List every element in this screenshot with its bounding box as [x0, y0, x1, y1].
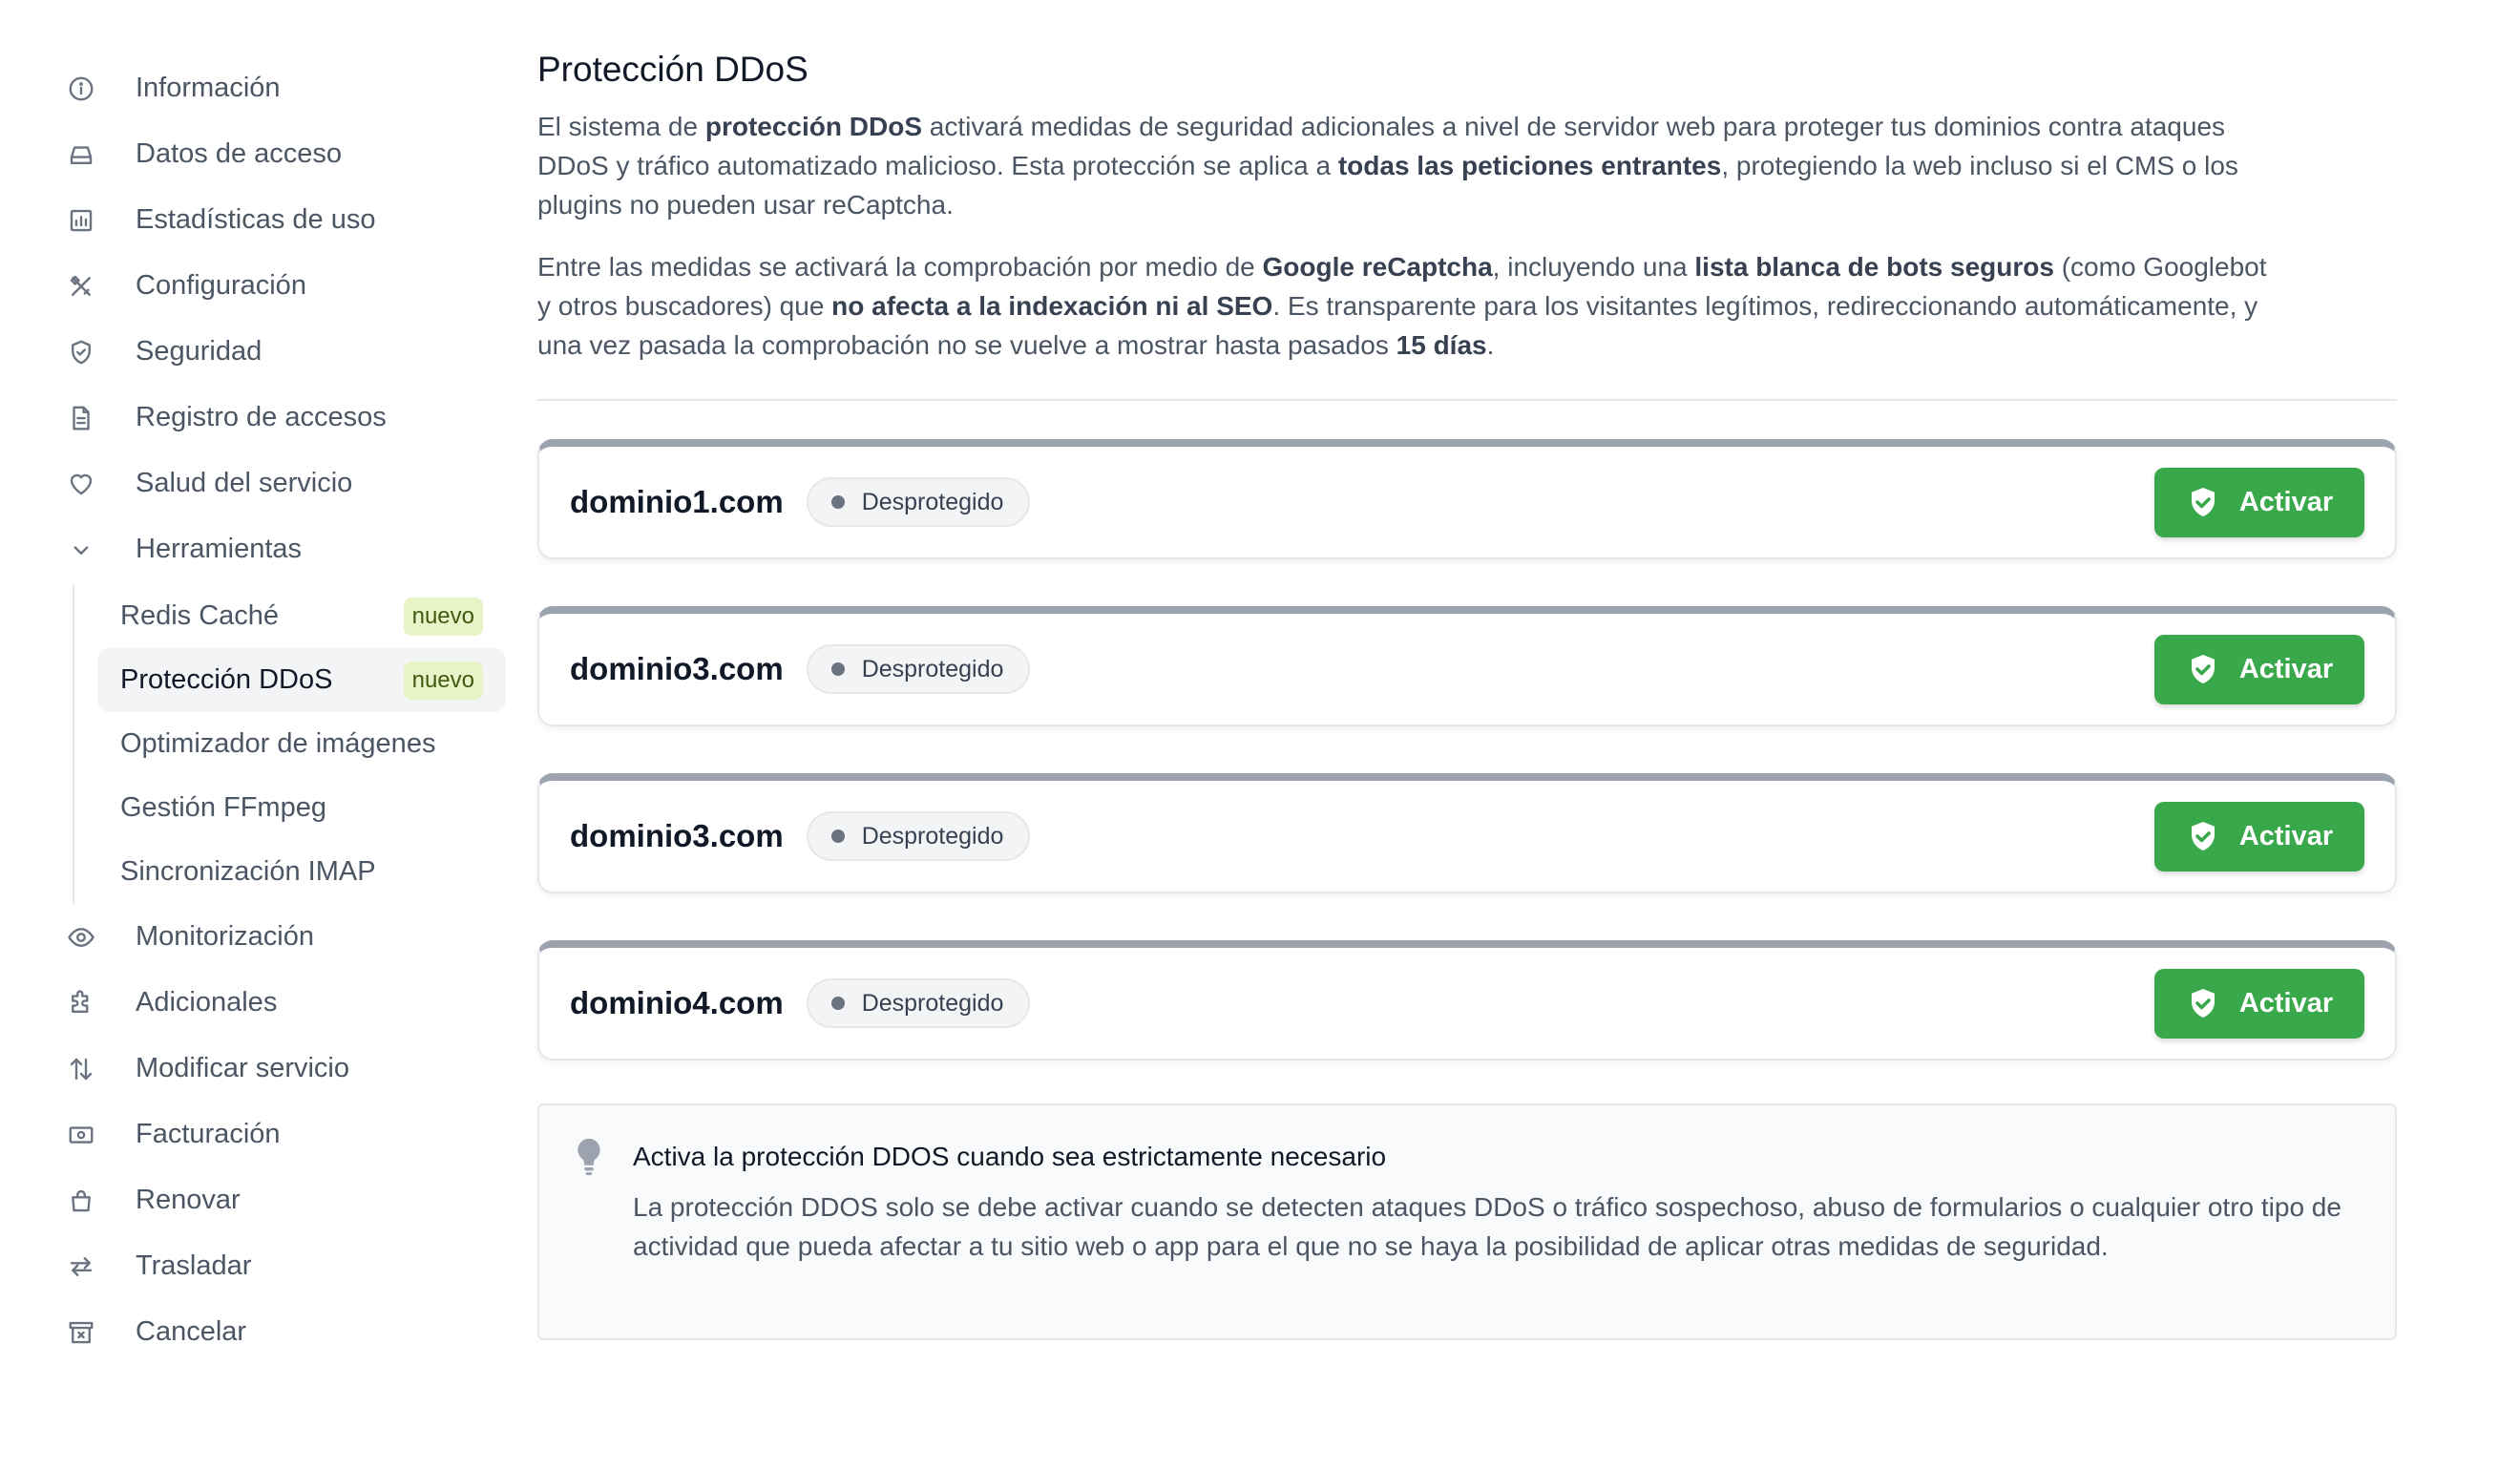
sidebar-item-label: Adicionales [136, 987, 278, 1018]
shield-check-icon [2186, 652, 2220, 686]
sidebar-subitem-redis[interactable] [97, 584, 506, 648]
sidebar-item-estadisticas[interactable] [53, 187, 512, 253]
eye-icon [65, 921, 97, 954]
arrows-updown-icon [65, 1053, 97, 1085]
domain-name: dominio1.com [570, 484, 784, 519]
lightbulb-icon [572, 1136, 606, 1178]
activate-button[interactable] [2154, 802, 2364, 872]
puzzle-icon [65, 987, 97, 1019]
shield-check-icon [2186, 819, 2220, 853]
shield-check-icon [2186, 986, 2220, 1020]
intro-paragraph: El sistema de protección DDoS activará medidas de seguridad adicionales a nivel de servidor web para proteger tus dominios contra ataques DDoS y tráfico automatizado malicioso. Esta protección se aplica a todas las peticiones entrantes, protegiendo la web incluso si el CMS o los plugins no pueden usar reCaptcha. [537, 112, 2238, 220]
archive-x-icon [65, 1316, 97, 1349]
status-badge [807, 644, 1031, 694]
sidebar-item-monitorizacion[interactable] [53, 904, 512, 970]
sidebar-item-label: Modificar servicio [136, 1053, 349, 1083]
sidebar-item-label: Herramientas [136, 534, 303, 564]
sidebar-subitem-label: Redis Caché [120, 600, 280, 631]
status-label: Desprotegido [861, 989, 1004, 1017]
sidebar-item-adicionales[interactable] [53, 970, 512, 1036]
sidebar-item-trasladar[interactable] [53, 1233, 512, 1299]
sidebar-item-salud[interactable] [53, 451, 512, 516]
sidebar-subitem-label: Protección DDoS [120, 664, 333, 695]
status-dot [831, 997, 845, 1010]
sidebar-item-label: Datos de acceso [136, 138, 343, 169]
sidebar-item-seguridad[interactable] [53, 319, 512, 385]
sidebar-item-label: Configuración [136, 270, 306, 301]
domain-card [537, 940, 2397, 1060]
divider [537, 399, 2397, 401]
sidebar [53, 55, 512, 1365]
status-label: Desprotegido [861, 488, 1004, 515]
sidebar-item-label: Registro de accesos [136, 402, 387, 432]
sidebar-item-herramientas[interactable] [53, 516, 512, 582]
sidebar-item-modificar[interactable] [53, 1036, 512, 1102]
tools-submenu [73, 584, 512, 904]
tools-icon [65, 270, 97, 303]
drive-icon [65, 138, 97, 171]
status-label: Desprotegido [861, 655, 1004, 682]
sidebar-item-label: Salud del servicio [136, 468, 353, 498]
activate-label: Activar [2238, 987, 2334, 1018]
activate-label: Activar [2238, 820, 2334, 851]
domain-name: dominio4.com [570, 985, 784, 1020]
sidebar-item-facturacion[interactable] [53, 1102, 512, 1167]
sidebar-subitem-imap[interactable] [97, 840, 506, 904]
heart-icon [65, 468, 97, 500]
bag-icon [65, 1185, 97, 1217]
domain-card [537, 606, 2397, 726]
new-badge: nuevo [404, 598, 483, 636]
sidebar-subitem-ffmpeg[interactable] [97, 776, 506, 840]
sidebar-item-label: Estadísticas de uso [136, 204, 376, 235]
activate-button[interactable] [2154, 468, 2364, 537]
sidebar-item-registro-accesos[interactable] [53, 385, 512, 451]
shield-check-icon [2186, 485, 2220, 519]
status-badge [807, 477, 1031, 527]
sidebar-subitem-label: Optimizador de imágenes [120, 728, 436, 759]
sidebar-item-label: Facturación [136, 1119, 281, 1149]
tip-text: La protección DDOS solo se debe activar cuando se detecten ataques DDoS o tráfico sospechoso, abuso de formularios o cualquier otro tipo de actividad que pueda afectar a tu sitio web o app para el que no se haya la posibilidad de aplicar otras medidas de seguridad. [633, 1192, 2342, 1261]
tip-title: Activa la protección DDOS cuando sea estrictamente necesario [633, 1142, 1387, 1171]
chevron-down-icon [65, 534, 97, 566]
activate-label: Activar [2238, 653, 2334, 684]
sidebar-item-label: Renovar [136, 1185, 241, 1215]
status-badge [807, 811, 1031, 861]
status-dot [831, 495, 845, 509]
sidebar-item-label: Trasladar [136, 1250, 252, 1281]
sidebar-item-informacion[interactable] [53, 55, 512, 121]
sidebar-subitem-label: Sincronización IMAP [120, 856, 376, 887]
measures-paragraph: Entre las medidas se activará la comprobación por medio de Google reCaptcha, incluyendo una lista blanca de bots seguros (como Googlebot y otros buscadores) que no afecta a la indexación ni al SEO. Es transparente para los visitantes legítimos, redireccionando automáticamente, y una vez pasada la comprobación no se vuelve a mostrar hasta pasados 15 días. [537, 252, 2267, 360]
sidebar-item-label: Monitorización [136, 921, 314, 952]
sidebar-item-renovar[interactable] [53, 1167, 512, 1233]
shield-icon [65, 336, 97, 368]
sidebar-subitem-label: Gestión FFmpeg [120, 792, 326, 823]
sidebar-subitem-optimizador[interactable] [97, 712, 506, 776]
info-icon [65, 73, 97, 105]
chart-icon [65, 204, 97, 237]
status-dot [831, 830, 845, 843]
domain-card [537, 439, 2397, 559]
sidebar-item-label: Seguridad [136, 336, 262, 367]
banknote-icon [65, 1119, 97, 1151]
sidebar-item-cancelar[interactable] [53, 1299, 512, 1365]
domain-name: dominio3.com [570, 651, 784, 686]
domain-name: dominio3.com [570, 818, 784, 853]
activate-button[interactable] [2154, 969, 2364, 1039]
page-title: Protección DDoS [537, 50, 808, 89]
domain-card [537, 773, 2397, 893]
activate-button[interactable] [2154, 635, 2364, 704]
status-badge [807, 978, 1031, 1028]
main-content [537, 50, 2397, 1340]
document-icon [65, 402, 97, 434]
sidebar-item-label: Información [136, 73, 281, 103]
activate-label: Activar [2238, 486, 2334, 517]
status-dot [831, 662, 845, 676]
status-label: Desprotegido [861, 822, 1004, 850]
sidebar-item-label: Cancelar [136, 1316, 247, 1347]
tip-box [537, 1103, 2397, 1340]
sidebar-item-datos-acceso[interactable] [53, 121, 512, 187]
new-badge: nuevo [404, 662, 483, 700]
sidebar-item-configuracion[interactable] [53, 253, 512, 319]
sidebar-subitem-ddos[interactable] [97, 648, 506, 712]
transfer-icon [65, 1250, 97, 1283]
